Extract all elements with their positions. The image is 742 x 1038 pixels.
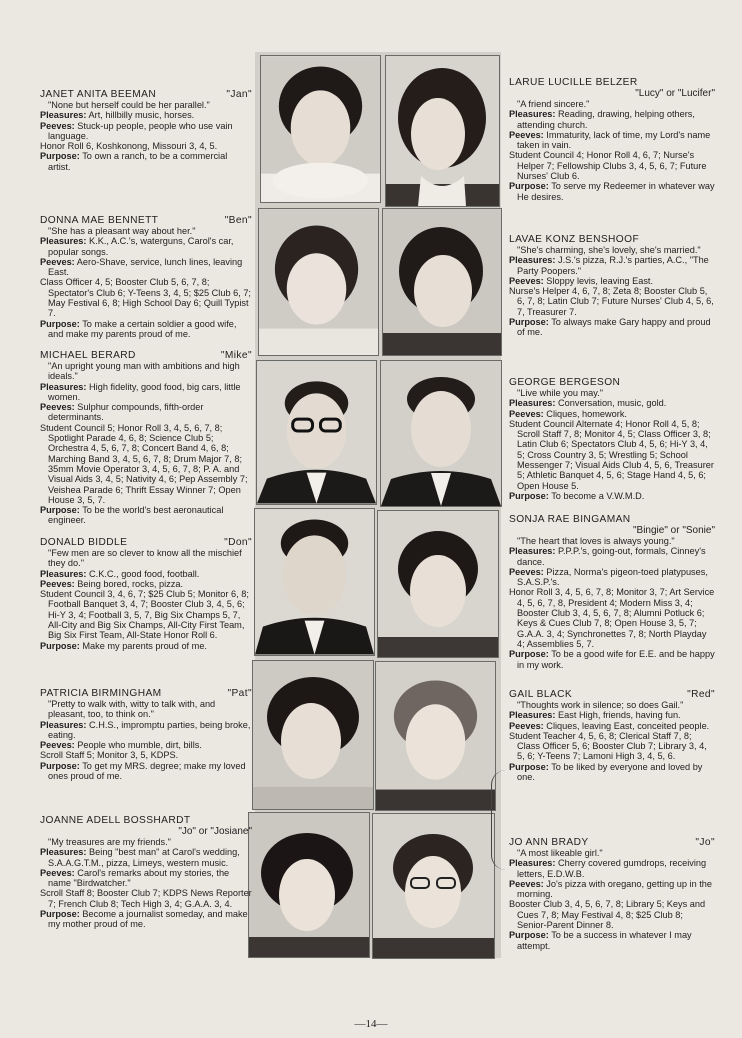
portrait-larue-belzer: [385, 55, 500, 207]
portrait-george-bergeson: [380, 360, 502, 507]
student-name: PATRICIA BIRMINGHAM: [40, 688, 162, 699]
bio-janet-beeman: JANET ANITA BEEMAN "Jan" "None but herself could be her parallel." Pleasures: Art, hillbilly music, horses. Peeves: Stuck-up people, people who use vain language. Honor Roll 6, Koshkonong, Missouri 3, 4, 5. Purpose: To own a ranch, to be a commercial artist.: [40, 89, 252, 172]
quote: "Live while you may.": [517, 388, 604, 398]
bio-lavae-benshoof: LAVAE KONZ BENSHOOF "She's charming, she's lovely, she's married." Pleasures: J.S.'s pizza, R.J.'s parties, A.C., "The Party Poopers." Peeves: Sloppy levis, leaving East. Nurse's Helper 4, 6, 7, 8; Zeta 8; Booster Club 5, 6, 7, 8; Latin Club 7; Future Nurses' Club 4, 5, 6, 7, Treasurer 7. Purpose: To always make Gary happy and proud of me.: [509, 234, 714, 338]
portrait-patricia-birmingham: [252, 660, 374, 810]
nickname: "Bingie" or "Sonie": [632, 525, 715, 536]
quote: "The heart that loves is always young.": [517, 536, 675, 546]
portrait-donald-biddle: [254, 508, 375, 656]
quote: "A most likeable girl.": [517, 848, 603, 858]
bio-sonja-bingaman: SONJA RAE BINGAMAN "Bingie" or "Sonie" "The heart that loves is always young." Pleasures: P.P.P.'s, going-out, formals, Cinney's dance. Peeves: Pizza, Norma's pigeon-toed platypuses, S.A.S.P.'s. Honor Roll 3, 4, 5, 6, 7, 8; Monitor 3, 7; Art Service 4, 5, 6, 7, 8, President 4; Modern Miss 3, 4; Booster Club 3, 4, 5, 6, 7, 8; Alumni Potluck 6; Keys & Cues Club 7, 8; Open House 3, 5, 7; G.A.A. 3, 4; Synchronettes 7, 8; North Playday 4; Assemblies 5, 7. Purpose: To be a good wife for E.E. and be happy in my work.: [509, 514, 715, 670]
nickname: "Jo" or "Josiane": [178, 826, 252, 837]
quote: "Pretty to walk with, witty to talk with, and pleasant, too, to think on.": [48, 699, 216, 720]
quote: "Few men are so clever to know all the mischief they do.": [48, 548, 242, 569]
student-name: JANET ANITA BEEMAN: [40, 89, 157, 100]
portrait-gail-black: [375, 661, 496, 811]
nickname: "Red": [687, 689, 715, 700]
quote: "Thoughts work in silence; so does Gail.": [517, 700, 684, 710]
student-name: DONNA MAE BENNETT: [40, 215, 159, 226]
bio-george-bergeson: GEORGE BERGESON "Live while you may." Pleasures: Conversation, music, gold. Peeves: Cliques, homework. Student Council Alternate 4; Honor Roll 4, 5, 8; Scroll Staff 7, 8; Monitor 4, 5; Class Officer 3, 8; Latin Club 6; Spectators Club 4, 5, 6; Hi-Y 3, 4, 5; Cross Country 3, 5; Wrestling 5; School Messenger 7; Visual Aids Club 4, 5, 6, Treasurer 5; Athletic Banquet 4, 5, 6; Stage Hand 4, 5, 6; Open House 5. Purpose: To become a V.W.M.D.: [509, 377, 714, 501]
nickname: "Ben": [224, 215, 252, 226]
quote: "A friend sincere.": [517, 99, 590, 109]
portrait-donna-bennett: [258, 208, 379, 356]
student-name: GAIL BLACK: [509, 689, 573, 700]
bio-gail-black: GAIL BLACK "Red" "Thoughts work in silence; so does Gail." Pleasures: East High, friends, having fun. Peeves: Cliques, leaving East, conceited people. Student Teacher 4, 5, 6, 8; Clerical Staff 7, 8; Class Officer 5, 6; Booster Club 7; Library 3, 4, 5, 6; Y-Teens 7; Lamoni High 3, 4, 5, 6. Purpose: To be liked by everyone and loved by one.: [509, 689, 715, 783]
quote: "My treasures are my friends.": [48, 837, 171, 847]
student-name: MICHAEL BERARD: [40, 350, 136, 361]
student-name: JOANNE ADELL BOSSHARDT: [40, 815, 191, 826]
nickname: "Lucy" or "Lucifer": [635, 88, 715, 99]
bio-donald-biddle: DONALD BIDDLE "Don" "Few men are so clever to know all the mischief they do." Pleasures: C.K.C., good food, football. Peeves: Being bored, rocks, pizza. Student Council 3, 4, 6, 7; $25 Club 5; Monitor 6, 8; Football Banquet 3, 4, 7; Booster Club 3, 4, 5, 6; Hi-Y 3, 4; Football 3, 5, 7, Big Six Champs 5, 7, All-City and Big Six Champs, All-City First Team, Big Six First Team, All-State Honor Roll 6. Purpose: Make my parents proud of me.: [40, 537, 252, 651]
bio-patricia-birmingham: PATRICIA BIRMINGHAM "Pat" "Pretty to walk with, witty to talk with, and pleasant, too, to think on." Pleasures: C.H.S., impromptu parties, being broke, eating. Peeves: People who mumble, dirt, bills. Scroll Staff 5; Monitor 3, 5, KDPS. Purpose: To get my MRS. degree; make my loved ones proud of me.: [40, 688, 252, 782]
nickname: "Mike": [220, 350, 252, 361]
bio-michael-berard: MICHAEL BERARD "Mike" "An upright young man with ambitions and high ideals." Pleasures: High fidelity, good food, big cars, little women. Peeves: Sulphur compounds, fifth-order determinants. Student Council 5; Honor Roll 3, 4, 5, 6, 7, 8; Spotlight Parade 4, 6, 8; Science Club 5; Orchestra 4, 5, 6, 7, 8; Concert Band 4, 6, 8; Marching Band 3, 4, 5, 6, 7, 8; Drum Major 7, 8; 35mm Movie Operator 3, 4, 5, 6, 7, 8; P. A. and Visual Aids 3, 4, 5; Nativity 4, 6; Pep Assembly 7; Veishea Parade 6; Thrift Essay Winner 7; Open House 3, 5, 7. Purpose: To be the world's best aeronautical engineer.: [40, 350, 252, 526]
page-number: —14—: [354, 1018, 388, 1030]
portrait-lavae-benshoof: [382, 208, 502, 356]
student-name: LARUE LUCILLE BELZER: [509, 77, 638, 88]
bio-larue-belzer: LARUE LUCILLE BELZER "Lucy" or "Lucifer" "A friend sincere." Pleasures: Reading, drawing, helping others, attending church. Peeves: Immaturity, lack of time, my Lord's name taken in vain. Student Council 4; Honor Roll 4, 6, 7; Nurse's Helper 7; Fellowship Clubs 3, 4, 5, 6, 7; Future Nurses' Club 6. Purpose: To serve my Redeemer in whatever way He desires.: [509, 77, 715, 202]
portrait-jo-ann-brady: [372, 813, 495, 959]
student-name: SONJA RAE BINGAMAN: [509, 514, 631, 525]
quote: "None but herself could be her parallel.": [48, 100, 210, 110]
nickname: "Jan": [226, 89, 252, 100]
nickname: "Pat": [227, 688, 252, 699]
portrait-sonja-bingaman: [377, 510, 499, 658]
nickname: "Jo": [695, 837, 715, 848]
nickname: "Don": [224, 537, 252, 548]
portrait-janet-beeman: [260, 55, 381, 203]
bio-joanne-bosshardt: JOANNE ADELL BOSSHARDT "Jo" or "Josiane" "My treasures are my friends." Pleasures: Being "best man" at Carol's wedding, S.A.A.G.T.M., pizza, Limeys, western music. Peeves: Carol's remarks about my stories, the name "Birdwatcher." Scroll Staff 8; Booster Club 7; KDPS News Reporter 7; French Club 8; Tech High 3, 4; G.A.A. 3, 4. Purpose: Become a journalist someday, and make my mother proud of me.: [40, 815, 252, 930]
student-name: JO ANN BRADY: [509, 837, 589, 848]
portrait-michael-berard: [256, 360, 377, 505]
quote: "She's charming, she's lovely, she's married.": [517, 245, 701, 255]
student-name: DONALD BIDDLE: [40, 537, 128, 548]
bio-donna-bennett: DONNA MAE BENNETT "Ben" "She has a pleasant way about her." Pleasures: K.K., A.C.'s, waterguns, Carol's car, popular songs. Peeves: Aero-Shave, service, lunch lines, leaving East. Class Officer 4, 5; Booster Club 5, 6, 7, 8; Spectator's Club 6; Y-Teens 3, 4, 5; $25 Club 6, 7; May Festival 6, 8; High School Day 6; Quill Typist 7. Purpose: To make a certain soldier a good wife, and make my parents proud of me.: [40, 215, 252, 339]
quote: "An upright young man with ambitions and high ideals.": [48, 361, 240, 382]
bracket-decoration: [491, 770, 506, 870]
quote: "She has a pleasant way about her.": [48, 226, 196, 236]
student-name: LAVAE KONZ BENSHOOF: [509, 234, 640, 245]
student-name: GEORGE BERGESON: [509, 377, 621, 388]
bio-jo-ann-brady: JO ANN BRADY "Jo" "A most likeable girl." Pleasures: Cherry covered gumdrops, receiving letters, E.D.W.B. Peeves: Jo's pizza with oregano, getting up in the morning. Booster Club 3, 4, 5, 6, 7, 8; Library 5; Keys and Cues 7, 8; May Festival 4, 8; $25 Club 8; Senior-Parent Dinner 8. Purpose: To be a success in whatever I may attempt.: [509, 837, 715, 951]
portrait-joanne-bosshardt: [248, 812, 370, 958]
